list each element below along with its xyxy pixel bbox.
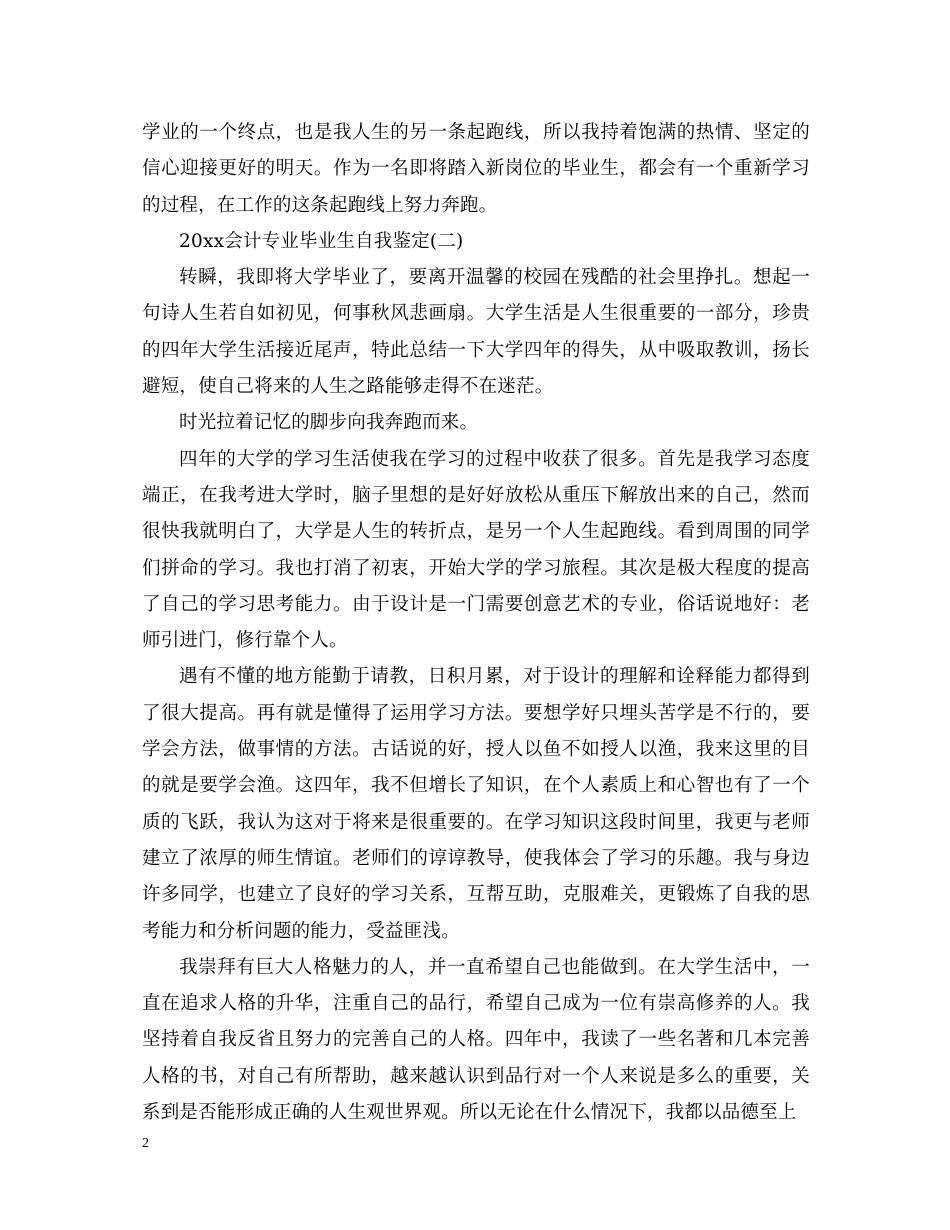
paragraph-study: 四年的大学的学习生活使我在学习的过程中收获了很多。首先是我学习态度端正，在我考进大学时，脑子里想的是好好放松从重压下解放出来的自己，然而很快我就明白了，大学是人生的转折点，是另一个人生起跑线。看到周围的同学们拼命的学习。我也打消了初衷，开始大学的学习旅程。其次是极大程度的提高了自己的学习思考能力。由于设计是一门需要创意艺术的专业，俗话说地好：老师引进门，修行靠个人。 [142,448,810,652]
paragraph-character: 我崇拜有巨大人格魅力的人，并一直希望自己也能做到。在大学生活中，一直在追求人格的升华，注重自己的品行，希望自己成为一位有崇高修养的人。我坚持着自我反省且努力的完善自己的人格。四年中，我读了一些名著和几本完善人格的书，对自己有所帮助，越来越认识到品行对一个人来说是多么的重要，关系到是否能形成正确的人生观世界观。所以无论在什么情况下，我都以品德至上 [142,956,810,1124]
paragraph-intro: 转瞬，我即将大学毕业了，要离开温馨的校园在残酷的社会里挣扎。想起一句诗人生若自如初见，何事秋风悲画扇。大学生活是人生很重要的一部分，珍贵的四年大学生活接近尾声，特此总结一下大学四年的得失，从中吸取教训，扬长避短，使自己将来的人生之路能够走得不在迷茫。 [142,267,810,398]
section-heading: 20xx会计专业毕业生自我鉴定(二) [179,230,464,252]
paragraph-continuation: 学业的一个终点，也是我人生的另一条起跑线，所以我持着饱满的热情、坚定的信心迎接更好的明天。作为一名即将踏入新岗位的毕业生，都会有一个重新学习的过程，在工作的这条起跑线上努力奔跑。 [142,122,810,216]
paragraph-time: 时光拉着记忆的脚步向我奔跑而来。 [179,412,479,434]
document-body [142,115,810,1131]
paragraph-methods: 遇有不懂的地方能勤于请教，日积月累，对于设计的理解和诠释能力都得到了很大提高。再有就是懂得了运用学习方法。要想学好只埋头苦学是不行的，要学会方法，做事情的方法。古话说的好，授人以鱼不如授人以渔，我来这里的目的就是要学会渔。这四年，我不但增长了知识，在个人素质上和心智也有了一个质的飞跃，我认为这对于将来是很重要的。在学习知识这段时间里，我更与老师建立了浓厚的师生情谊。老师们的谆谆教导，使我体会了学习的乐趣。我与身边许多同学，也建立了良好的学习关系，互帮互助，克服难关，更锻炼了自我的思考能力和分析问题的能力，受益匪浅。 [142,666,810,942]
page-number: 2 [142,1136,149,1151]
